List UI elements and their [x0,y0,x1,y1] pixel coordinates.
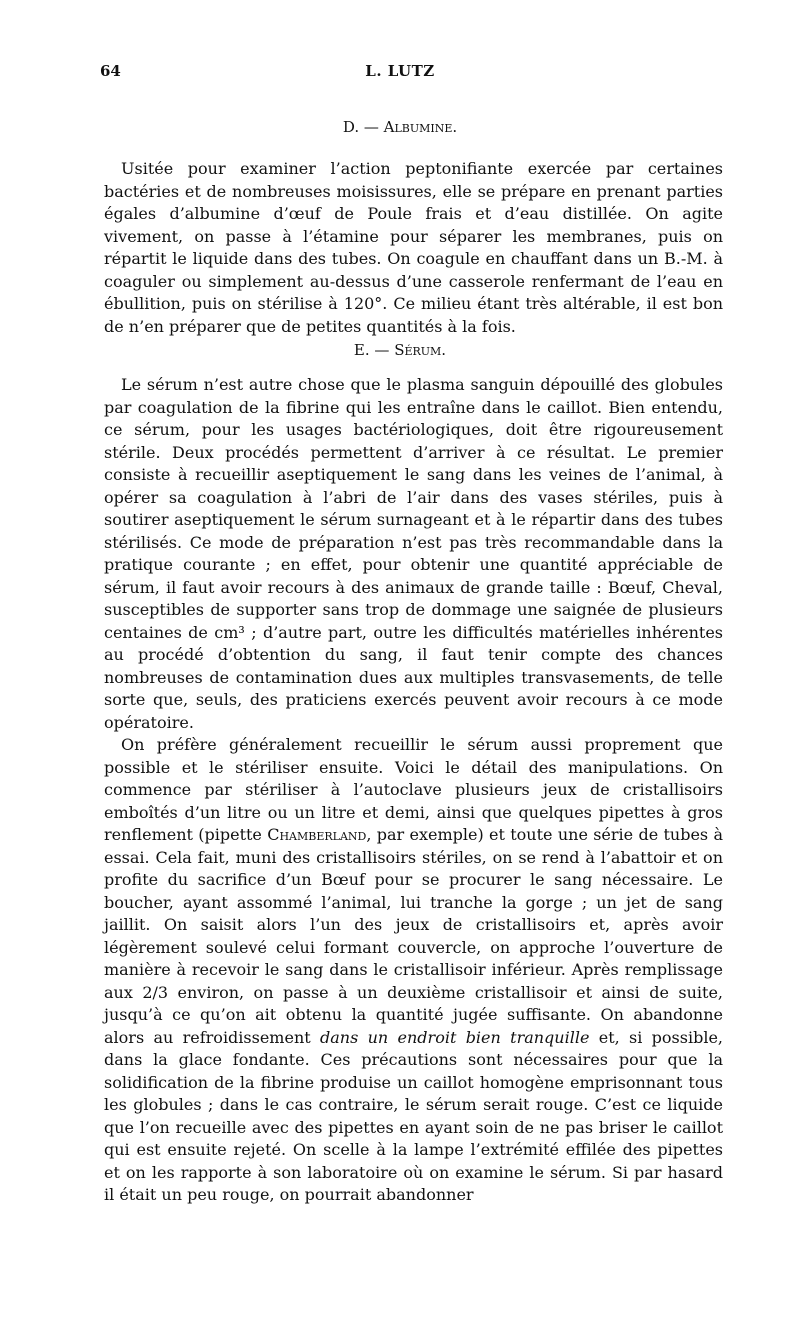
section-d-paragraph: Usitée pour examiner l’action peptonifiante exercée par certaines bactéries et de nombreuses moisissures, elle se prépare en prenant parties égales d’albumine d’œuf de Poule frais et d’eau distillée. On agite vivement, on passe à l’étamine pour séparer les membranes, puis on répartit le liquide dans des tubes. On coagule en chauffant dans un B.-M. à coaguler ou simplement au-dessus d’une casserole renfermant de l’eau en ébullition, puis on stérilise à 120°. Ce milieu étant très altérable, il est bon de n’en préparer que de petites quantités à la fois. [104,159,723,336]
page-number: 64 [100,62,121,80]
paragraph-2-proper-name: Chamberland [267,825,367,844]
section-e-name: Sérum. [394,341,447,359]
section-d-body [104,158,723,338]
running-title: L. LUTZ [365,62,435,80]
section-e-label: E. — [353,341,395,359]
section-d-heading [0,118,800,136]
section-e-paragraph-2 [104,734,723,1207]
paragraph-2-part-c: et, si possible, dans la glace fondante. Ces précautions sont nécessaires pour que la solidification de la fibrine produise un caillot homogène emprisonnant tous les globules ; dans le cas contraire, le sérum serait rouge. C’est ce liquide que l’on recueille avec des pipettes en ayant soin de ne pas briser le caillot qui est ensuite rejeté. On scelle à la lampe l’extrémité effilée des pipettes et on les rapporte à son laboratoire où on examine le sérum. Si par hasard il était un peu rouge, on pourrait abandonner [104,1027,723,1204]
paragraph-2-part-b: , par exemple) et toute une série de tubes à essai. Cela fait, muni des cristallisoirs stériles, on se rend à l’abattoir et on profite du sacrifice d’un Bœuf pour se procurer le sang nécessaire. Le boucher, ayant assommé l’animal, lui tranche la gorge ; un jet de sang jaillit. On saisit alors l’un des jeux de cristallisoirs et, après avoir légèrement soulevé celui formant couvercle, on approche l’ouverture de manière à recevoir le sang dans le cristallisoir inférieur. Après remplissage aux 2/3 environ, on passe à un deuxième cristallisoir et ainsi de suite, jusqu’à ce qu’on ait obtenu la quantité jugée suffisante. On abandonne alors au refroidissement [104,825,723,1047]
section-d-label: D. — [342,118,384,136]
page-header [0,62,800,84]
paragraph-2-part-a: On préfère généralement recueillir le sérum aussi proprement que possible et le stériliser ensuite. Voici le détail des manipulations. On commence par stériliser à l’autoclave plusieurs jeux de cristallisoirs emboîtés d’un litre ou un litre et demi, ainsi que quelques pipettes à gros renflement (pipette [104,735,723,844]
section-d-name: Albumine. [383,118,458,136]
section-e-body [104,374,723,1207]
section-e-heading [0,341,800,359]
paragraph-2-italic-phrase: dans un endroit bien tranquille [320,1027,590,1047]
section-e-paragraph-1: Le sérum n’est autre chose que le plasma sanguin dépouillé des globules par coagulation de la fibrine qui les entraîne dans le caillot. Bien entendu, ce sérum, pour les usages bactériologiques, doit être rigoureusement stérile. Deux procédés permettent d’arriver à ce résultat. Le premier consiste à recueillir aseptiquement le sang dans les veines de l’animal, à opérer sa coagulation à l’abri de l’air dans des vases stériles, puis à soutirer aseptiquement le sérum surnageant et à le répartir dans des tubes stérilisés. Ce mode de préparation n’est pas très recommandable dans la pratique courante ; en effet, pour obtenir une quantité appréciable de sérum, il faut avoir recours à des animaux de grande taille : Bœuf, Cheval, susceptibles de supporter sans trop de dommage une saignée de plusieurs centaines de cm³ ; d’autre part, outre les difficultés matérielles inhérentes au procédé d’obtention du sang, il faut tenir compte des chances nombreuses de contamination dues aux multiples transvasements, de telle sorte que, seuls, des praticiens exercés peuvent avoir recours à ce mode opératoire. [104,375,723,732]
